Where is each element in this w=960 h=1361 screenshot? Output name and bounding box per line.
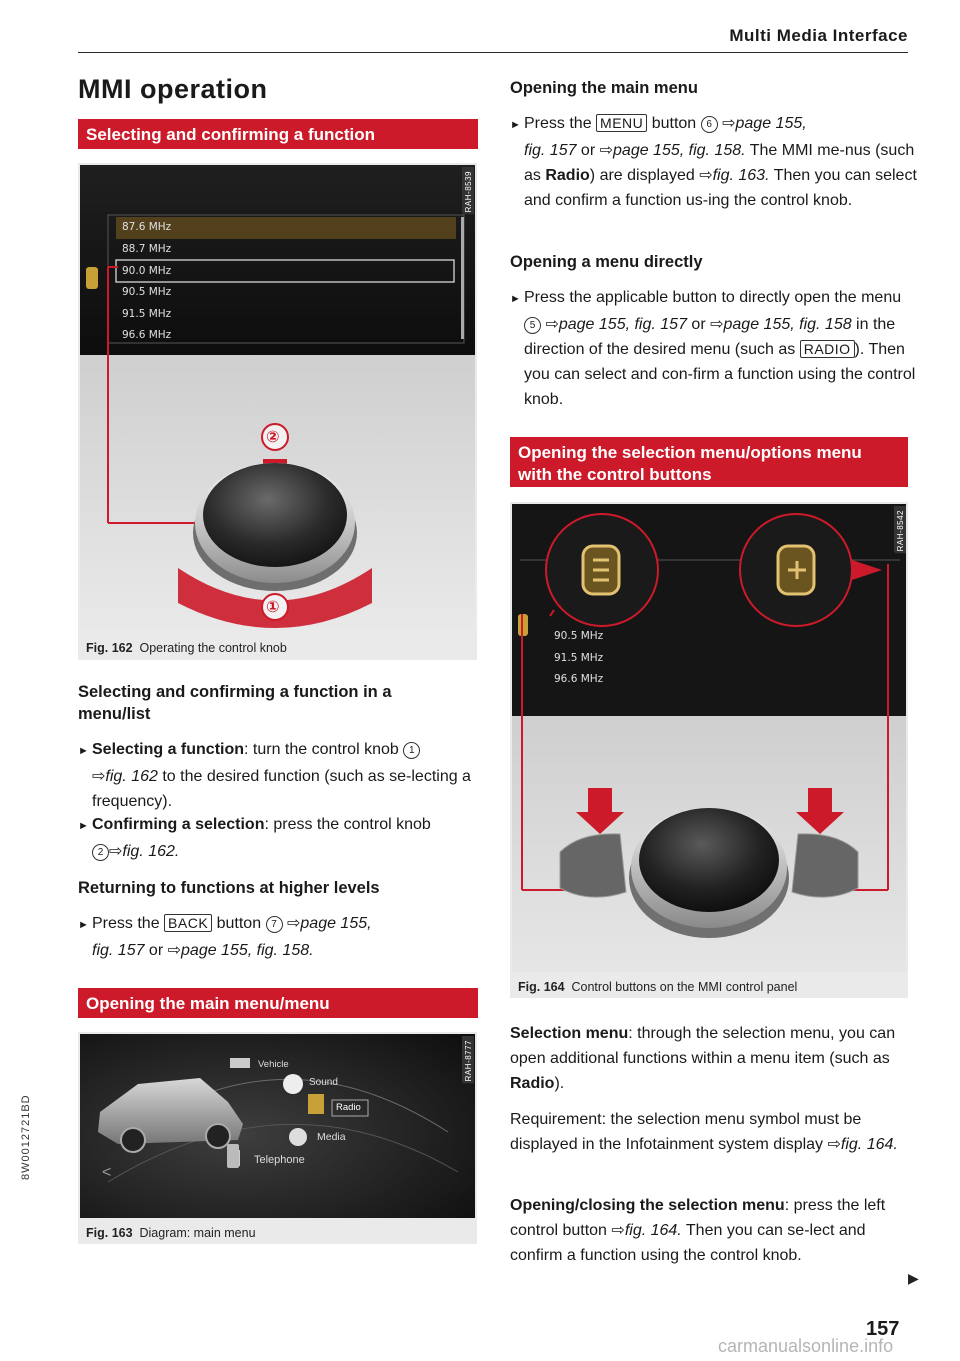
bullet-press-back: ► Press the BACK button 7 ⇨page 155, fig. 157 or ⇨page 155, fig. 158. bbox=[78, 915, 372, 959]
menu-item-vehicle: Vehicle bbox=[258, 1059, 289, 1070]
figure-caption-text: Control buttons on the MMI control panel bbox=[571, 980, 798, 994]
cross-reference-link[interactable]: ⇨page 155, fig. 157 bbox=[545, 316, 687, 333]
figure-code: RAH-8539 bbox=[464, 171, 473, 213]
figure-label: Fig. 163 bbox=[86, 1226, 133, 1240]
frequency-item: 90.5 MHz bbox=[554, 630, 604, 642]
bullet-triangle-icon: ► bbox=[78, 745, 89, 757]
bullet-confirming-selection: ► Confirming a selection: press the control knob 2 ⇨fig. 162. bbox=[78, 816, 431, 860]
cross-reference-link[interactable]: ⇨page 155, fig. 158. bbox=[167, 942, 314, 959]
heading-open-main-menu: Opening the main menu bbox=[510, 79, 698, 97]
radio-key-label: RADIO bbox=[800, 340, 855, 358]
cross-reference-link[interactable]: ⇨fig. 164. bbox=[611, 1222, 682, 1239]
callout-circle-icon: 2 bbox=[92, 844, 109, 861]
figure-caption bbox=[86, 1226, 256, 1240]
bullet-triangle-icon: ► bbox=[78, 820, 89, 832]
frequency-item: 87.6 MHz bbox=[122, 221, 172, 233]
header-rule bbox=[78, 52, 908, 53]
cross-reference-link[interactable]: fig. 157 bbox=[524, 142, 577, 159]
section-bar-main-menu: Opening the main menu/menu bbox=[78, 988, 478, 1018]
figure-code: RAH-8777 bbox=[464, 1040, 473, 1082]
cross-reference-link[interactable]: ⇨page 155, fig. 158. bbox=[599, 142, 746, 159]
menu-item-sound: Sound bbox=[309, 1077, 338, 1088]
section-bar-selecting: Selecting and confirming a function bbox=[78, 119, 478, 149]
figure-caption-text: Diagram: main menu bbox=[139, 1226, 256, 1240]
frequency-item: 96.6 MHz bbox=[122, 329, 172, 341]
figure-162 bbox=[78, 163, 477, 660]
watermark: carmanualsonline.info bbox=[718, 1336, 894, 1356]
callout-circle-icon: 1 bbox=[403, 742, 420, 759]
bullet-triangle-icon: ► bbox=[510, 293, 521, 305]
frequency-item-selected: 90.0 MHz bbox=[122, 265, 172, 277]
figure-caption bbox=[518, 980, 797, 994]
cross-reference-link[interactable]: ⇨fig. 163. bbox=[699, 167, 770, 184]
cross-reference-link[interactable]: fig. 162. bbox=[122, 843, 180, 860]
bullet-selecting-function: ► Selecting a function: turn the control knob 1 ⇨fig. 162 to the desired function (such as se-lecting a frequency). bbox=[78, 741, 471, 810]
bullet-press-menu: ► Press the MENU button 6 ⇨page 155, fig. 157 or ⇨page 155, fig. 158. The MMI me-nus (such as Radio) are displayed ⇨fig. 163. Then you can select and confirm a function us-ing the control knob. bbox=[510, 115, 917, 209]
cross-reference-link[interactable]: ⇨page 155, bbox=[286, 915, 372, 932]
running-header: Multi Media Interface bbox=[729, 26, 908, 45]
callout-1: ① bbox=[266, 599, 280, 616]
section-bar-selection-menu: Opening the selection menu/options menu with the control buttons bbox=[510, 437, 908, 487]
bullet-triangle-icon: ► bbox=[510, 119, 521, 131]
document-code: 8W0012721BD bbox=[20, 1094, 32, 1180]
cross-reference-link[interactable]: ⇨fig. 164. bbox=[827, 1136, 898, 1153]
figure-label: Fig. 164 bbox=[518, 980, 565, 994]
menu-key-label: MENU bbox=[596, 114, 647, 132]
figure-caption-text: Operating the control knob bbox=[139, 641, 287, 655]
heading-open-menu-directly: Opening a menu directly bbox=[510, 253, 703, 271]
paragraph-requirement: Requirement: the selection menu symbol must be displayed in the Infotainment system display ⇨fig. 164. bbox=[510, 1111, 898, 1153]
control-knob-illustration bbox=[78, 163, 477, 633]
subheading-return-higher: Returning to functions at higher levels bbox=[78, 879, 380, 897]
frequency-item: 90.5 MHz bbox=[122, 286, 172, 298]
figure-label: Fig. 162 bbox=[86, 641, 133, 655]
frequency-item: 96.6 MHz bbox=[554, 673, 604, 685]
figure-164 bbox=[510, 502, 908, 998]
cross-reference-link[interactable]: ⇨page 155, bbox=[722, 115, 807, 132]
callout-circle-icon: 5 bbox=[524, 317, 541, 334]
back-key-label: BACK bbox=[164, 914, 212, 932]
menu-item-radio: Radio bbox=[336, 1102, 361, 1113]
subheading-select-confirm: Selecting and confirming a function in a menu/list bbox=[78, 683, 392, 723]
page-number: 157 bbox=[866, 1318, 900, 1340]
cross-reference-link[interactable]: fig. 162 bbox=[105, 768, 158, 785]
cross-reference-link[interactable]: fig. 157 bbox=[92, 942, 145, 959]
back-arrow-icon: < bbox=[102, 1164, 112, 1181]
frequency-item: 88.7 MHz bbox=[122, 243, 172, 255]
figure-163 bbox=[78, 1032, 477, 1244]
frequency-item: 91.5 MHz bbox=[122, 308, 172, 320]
figure-caption bbox=[86, 641, 287, 655]
page-title: MMI operation bbox=[78, 74, 268, 104]
control-buttons-illustration bbox=[510, 502, 908, 974]
bullet-triangle-icon: ► bbox=[78, 919, 89, 931]
continue-arrow-icon: ▶ bbox=[908, 1270, 919, 1286]
bullet-press-applicable: ► Press the applicable button to directly open the menu 5 ⇨page 155, fig. 157 or ⇨page 155, fig. 158 in the direction of the desired menu (such as RADIO ). Then you can select and con-firm a function using the control knob. bbox=[510, 289, 916, 408]
callout-circle-icon: 7 bbox=[266, 916, 283, 933]
frequency-item: 91.5 MHz bbox=[554, 652, 604, 664]
figure-code: RAH-8542 bbox=[896, 510, 905, 552]
paragraph-selection-menu: Selection menu: through the selection menu, you can open additional functions within a menu item (such as Radio). bbox=[510, 1025, 896, 1092]
menu-item-media: Media bbox=[317, 1131, 346, 1143]
menu-item-telephone: Telephone bbox=[254, 1154, 305, 1166]
cross-reference-link[interactable]: ⇨page 155, fig. 158 bbox=[710, 316, 852, 333]
paragraph-open-close: Opening/closing the selection menu: press the left control button ⇨fig. 164. Then you can se-lect and confirm a function using the control knob. bbox=[510, 1197, 886, 1264]
callout-2: ② bbox=[266, 429, 280, 446]
callout-circle-icon: 6 bbox=[701, 116, 718, 133]
